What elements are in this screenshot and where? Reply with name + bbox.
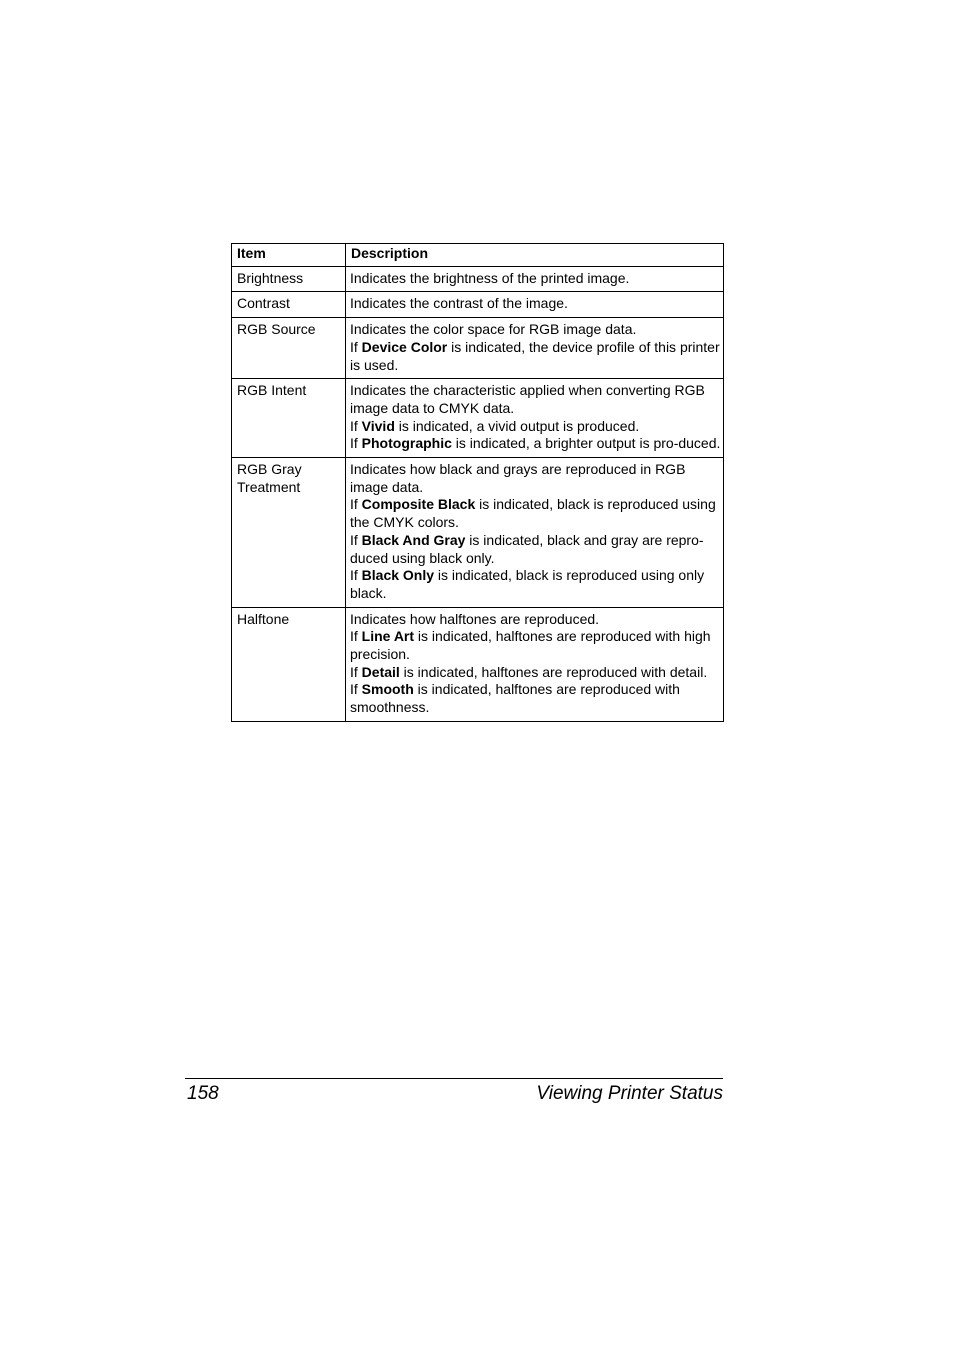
option-name: Device Color [361, 338, 448, 355]
description-cell [346, 292, 724, 318]
description-cell [346, 318, 724, 379]
item-cell: RGB Gray Treatment [232, 458, 346, 608]
item-cell: Brightness [232, 266, 346, 292]
item-cell: RGB Intent [232, 379, 346, 458]
description-line: If Black Only is indicated, black is reproduced using only black. [350, 567, 705, 601]
column-header-item: Item [232, 244, 346, 267]
table-row [232, 458, 724, 608]
description-line: If Composite Black is indicated, black is reproduced using the CMYK colors. [350, 496, 716, 531]
table-row [232, 379, 724, 458]
table-row [232, 266, 724, 292]
description-line: Indicates how halftones are reproduced. [350, 610, 600, 627]
table-row [232, 292, 724, 318]
option-name: Vivid [361, 417, 395, 434]
table-row [232, 607, 724, 721]
option-name: Line Art [361, 628, 415, 645]
description-line: If Photographic is indicated, a brighter output is pro-duced. [350, 435, 721, 452]
description-cell [346, 379, 724, 458]
section-title: Viewing Printer Status [536, 1083, 723, 1104]
description-line: Indicates the color space for RGB image data. [350, 321, 637, 338]
description-line: Indicates the brightness of the printed image. [350, 269, 630, 286]
option-name: Smooth [361, 681, 414, 698]
description-line: If Detail is indicated, halftones are reproduced with detail. [350, 663, 708, 680]
option-name: Composite Black [361, 496, 476, 513]
description-cell [346, 458, 724, 608]
description-cell [346, 607, 724, 721]
table-body [232, 266, 724, 721]
description-line: If Device Color is indicated, the device profile of this printer is used. [350, 338, 720, 373]
description-line: Indicates the contrast of the image. [350, 295, 568, 312]
column-header-description: Description [346, 244, 724, 267]
description-line: If Smooth is indicated, halftones are reproduced with smoothness. [350, 681, 680, 716]
description-line: If Vivid is indicated, a vivid output is produced. [350, 417, 640, 434]
option-name: Black And Gray [361, 531, 466, 548]
option-name: Photographic [361, 435, 452, 452]
page-number: 158 [187, 1083, 219, 1104]
table-row [232, 318, 724, 379]
description-line: If Black And Gray is indicated, black and gray are repro-duced using black only. [350, 531, 704, 566]
option-name: Black Only [361, 567, 435, 584]
table-header-row [232, 244, 724, 267]
item-cell: Contrast [232, 292, 346, 318]
settings-table [231, 243, 724, 722]
option-name: Detail [361, 663, 400, 680]
item-cell: RGB Source [232, 318, 346, 379]
footer-divider [185, 1078, 723, 1079]
description-line: If Line Art is indicated, halftones are reproduced with high precision. [350, 628, 711, 663]
item-cell: Halftone [232, 607, 346, 721]
description-cell [346, 266, 724, 292]
description-line: Indicates the characteristic applied when converting RGB image data to CMYK data. [350, 382, 705, 416]
description-line: Indicates how black and grays are reproduced in RGB image data. [350, 461, 686, 495]
